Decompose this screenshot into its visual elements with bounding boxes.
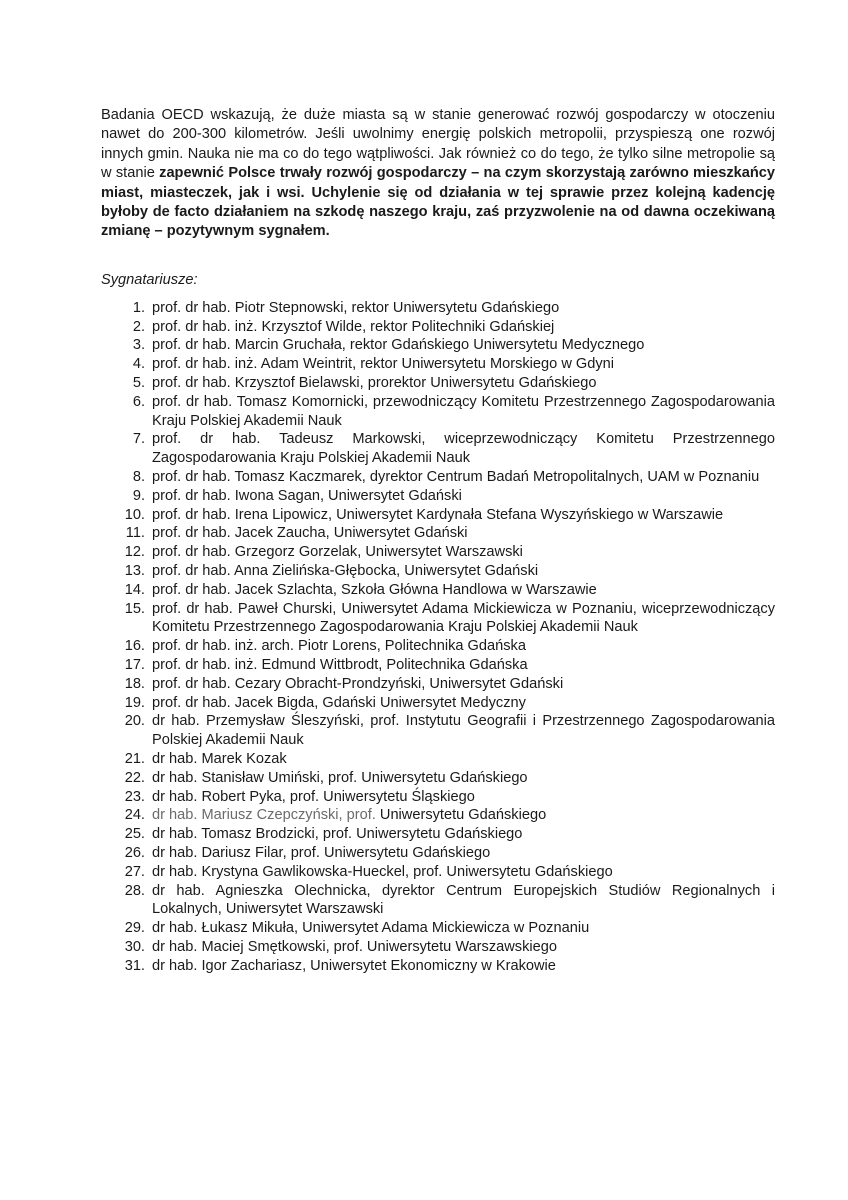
- signatory-number: 24.: [124, 807, 145, 824]
- signatory-text: dr hab. Tomasz Brodzicki, prof. Uniwersytetu Gdańskiego: [152, 826, 523, 843]
- signatory-item: [101, 863, 775, 882]
- signatory-item: [101, 919, 775, 938]
- signatory-text: dr hab. Agnieszka Olechnicka, dyrektor Centrum Europejskich Studiów Regionalnych i Lokalnych, Uniwersytet Warszawski: [152, 882, 775, 918]
- signatory-number: 16.: [124, 638, 145, 655]
- signatory-item: [101, 675, 775, 694]
- signatory-item: [101, 468, 775, 487]
- signatory-item: [101, 393, 775, 431]
- signatory-item: [101, 882, 775, 920]
- signatory-item: [101, 637, 775, 656]
- signatory-number: 6.: [132, 393, 145, 410]
- intro-bold-text: zapewnić Polsce trwały rozwój gospodarczy – na czym skorzystają zarówno mieszkańcy miast, miasteczek, jak i wsi. Uchylenie się od działania w tej sprawie przez kolejną kadencję byłoby de facto działaniem na szkodę naszego kraju, zaś przyzwolenie na od dawna oczekiwaną zmianę – pozytywnym sygnałem.: [101, 165, 776, 240]
- signatory-text: prof. dr hab. Iwona Sagan, Uniwersytet Gdański: [152, 487, 462, 504]
- signatory-text: prof. dr hab. Cezary Obracht-Prondzyński, Uniwersytet Gdański: [152, 675, 564, 692]
- signatory-text: [152, 806, 775, 825]
- signatory-item: [101, 656, 775, 675]
- signatory-item: [101, 600, 775, 638]
- signatory-text: dr hab. Łukasz Mikuła, Uniwersytet Adama Mickiewicza w Poznaniu: [152, 920, 590, 937]
- signatory-text: prof. dr hab. inż. Adam Weintrit, rektor Uniwersytetu Morskiego w Gdyni: [152, 356, 615, 373]
- signatory-item: [101, 318, 775, 337]
- signatory-number: 14.: [124, 581, 145, 598]
- signatory-number: 2.: [132, 318, 145, 335]
- intro-text: Badania OECD wskazują, że duże miasta są w stanie generować rozwój gospodarczy w otoczeniu nawet do 200-300 kilometrów. Jeśli uwolnimy energię polskich metropolii, przyspieszą one rozwój innych gmin. Nauka nie ma co do tego wątpliwości. Jak również co do tego, że tylko silne metropolie są w stanie: [101, 107, 775, 182]
- signatory-number: 27.: [124, 863, 145, 880]
- signatory-item: [101, 825, 775, 844]
- signatory-number: 21.: [124, 750, 145, 767]
- signatory-item: [101, 806, 775, 825]
- signatory-item: [101, 430, 775, 468]
- signatory-number: 29.: [124, 920, 145, 937]
- signatory-text: prof. dr hab. Jacek Zaucha, Uniwersytet Gdański: [152, 525, 468, 542]
- signatory-item: [101, 487, 775, 506]
- signatory-number: 20.: [124, 713, 145, 730]
- signatory-number: 22.: [124, 769, 145, 786]
- signatory-text: prof. dr hab. Anna Zielińska-Głębocka, Uniwersytet Gdański: [152, 563, 539, 579]
- signatory-item: [101, 957, 775, 976]
- signatories-heading: Sygnatariusze:: [101, 271, 198, 288]
- signatory-item: [101, 750, 775, 769]
- signatory-number: 17.: [124, 656, 145, 673]
- signatory-text-rest: Uniwersytetu Gdańskiego: [379, 807, 547, 824]
- signatory-number: 5.: [132, 375, 145, 392]
- signatory-number: 23.: [124, 788, 145, 805]
- signatory-item: [101, 694, 775, 713]
- document-page: [101, 106, 775, 976]
- signatory-text: dr hab. Robert Pyka, prof. Uniwersytetu Śląskiego: [152, 788, 475, 805]
- signatory-item: [101, 562, 775, 581]
- signatory-number: 25.: [124, 826, 145, 843]
- signatory-number: 15.: [124, 600, 145, 617]
- signatory-item: [101, 506, 775, 525]
- signatories-list: [101, 299, 775, 976]
- signatory-number: 13.: [124, 563, 145, 579]
- signatory-text: prof. dr hab. Tadeusz Markowski, wiceprzewodniczący Komitetu Przestrzennego Zagospodarowania Kraju Polskiej Akademii Nauk: [152, 431, 775, 467]
- signatory-text: dr hab. Maciej Smętkowski, prof. Uniwersytetu Warszawskiego: [152, 938, 557, 955]
- signatory-item: [101, 543, 775, 562]
- signatory-number: 4.: [132, 356, 145, 373]
- signatory-item: [101, 844, 775, 863]
- signatory-text: dr hab. Marek Kozak: [152, 750, 287, 767]
- signatory-text: dr hab. Krystyna Gawlikowska-Hueckel, prof. Uniwersytetu Gdańskiego: [152, 863, 613, 880]
- signatory-number: 10.: [124, 506, 145, 523]
- signatory-text: prof. dr hab. Grzegorz Gorzelak, Uniwersytet Warszawski: [152, 544, 523, 561]
- signatory-text: prof. dr hab. Piotr Stepnowski, rektor Uniwersytetu Gdańskiego: [152, 299, 560, 316]
- signatory-item: [101, 374, 775, 393]
- signatory-number: 28.: [124, 882, 145, 899]
- signatory-text: prof. dr hab. Irena Lipowicz, Uniwersytet Kardynała Stefana Wyszyńskiego w Warszawie: [152, 506, 724, 523]
- signatory-number: 30.: [124, 938, 145, 955]
- signatory-item: [101, 769, 775, 788]
- signatory-text: dr hab. Stanisław Umiński, prof. Uniwersytetu Gdańskiego: [152, 769, 528, 786]
- signatory-item: [101, 299, 775, 318]
- signatory-number: 1.: [132, 299, 145, 316]
- signatory-text: prof. dr hab. Jacek Szlachta, Szkoła Główna Handlowa w Warszawie: [152, 581, 597, 598]
- signatory-text: dr hab. Dariusz Filar, prof. Uniwersytetu Gdańskiego: [152, 844, 491, 861]
- signatory-number: 26.: [124, 844, 145, 861]
- signatory-item: [101, 524, 775, 543]
- signatory-text: prof. dr hab. Jacek Bigda, Gdański Uniwersytet Medyczny: [152, 694, 526, 711]
- signatory-text: prof. dr hab. Tomasz Kaczmarek, dyrektor Centrum Badań Metropolitalnych, UAM w Poznaniu: [152, 469, 760, 486]
- signatory-item: [101, 355, 775, 374]
- signatory-text: dr hab. Igor Zachariasz, Uniwersytet Ekonomiczny w Krakowie: [152, 957, 556, 974]
- signatory-number: 19.: [124, 694, 145, 711]
- signatory-number: 11.: [125, 525, 145, 542]
- signatory-number: 12.: [124, 544, 145, 561]
- signatory-text: prof. dr hab. Krzysztof Bielawski, prorektor Uniwersytetu Gdańskiego: [152, 375, 597, 392]
- signatory-item: [101, 938, 775, 957]
- signatory-number: 31.: [124, 957, 145, 974]
- signatory-text: prof. dr hab. Tomasz Komornicki, przewodniczący Komitetu Przestrzennego Zagospodarowania Kraju Polskiej Akademii Nauk: [152, 393, 775, 429]
- signatory-text: prof. dr hab. inż. Edmund Wittbrodt, Politechnika Gdańska: [152, 656, 528, 673]
- signatory-text: prof. dr hab. Marcin Gruchała, rektor Gdańskiego Uniwersytetu Medycznego: [152, 337, 645, 354]
- signatory-item: [101, 336, 775, 355]
- signatory-item: [101, 788, 775, 807]
- signatory-number: 8.: [132, 469, 145, 486]
- signatory-number: 7.: [132, 431, 145, 448]
- signatory-number: 9.: [132, 487, 145, 504]
- signatory-text: prof. dr hab. inż. arch. Piotr Lorens, Politechnika Gdańska: [152, 638, 526, 655]
- signatory-text: prof. dr hab. inż. Krzysztof Wilde, rektor Politechniki Gdańskiej: [152, 318, 555, 335]
- signatory-number: 18.: [124, 675, 145, 692]
- signatory-item: [101, 581, 775, 600]
- signatory-text: dr hab. Przemysław Śleszyński, prof. Instytutu Geografii i Przestrzennego Zagospodarowania Polskiej Akademii Nauk: [152, 713, 775, 749]
- intro-paragraph: [101, 106, 775, 242]
- signatory-text: prof. dr hab. Paweł Churski, Uniwersytet Adama Mickiewicza w Poznaniu, wiceprzewodniczący Komitetu Przestrzennego Zagospodarowania Kraju Polskiej Akademii Nauk: [152, 600, 775, 636]
- signatory-text-grey: dr hab. Mariusz Czepczyński, prof.: [152, 807, 380, 824]
- signatory-number: 3.: [132, 337, 145, 354]
- signatory-item: [101, 712, 775, 750]
